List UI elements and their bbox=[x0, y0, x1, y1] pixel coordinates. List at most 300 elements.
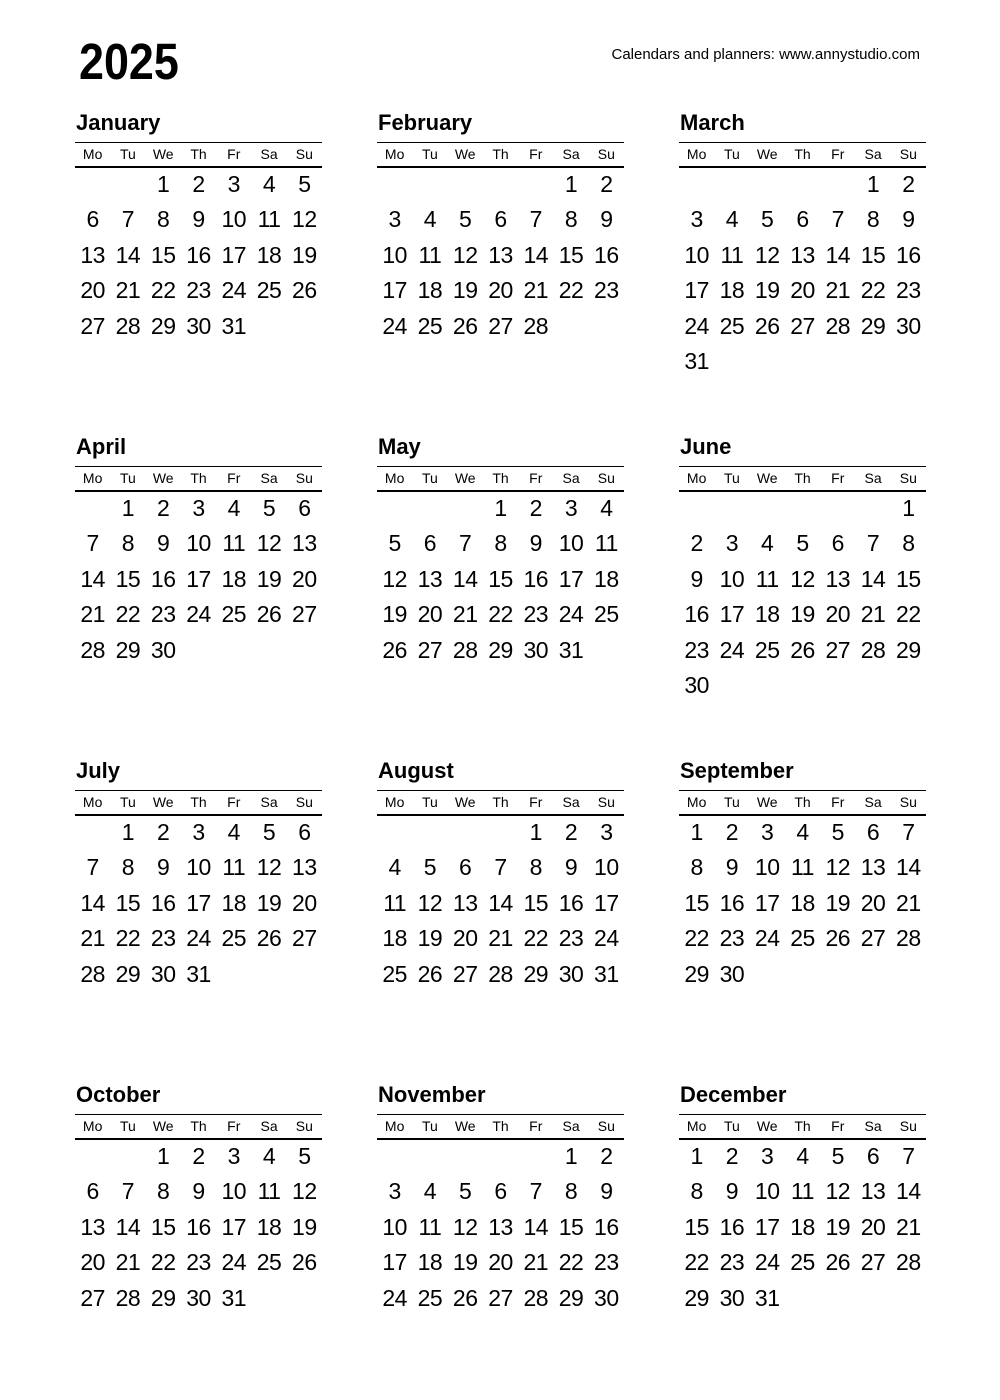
month-table bbox=[377, 790, 624, 992]
date-cell-empty bbox=[75, 167, 110, 203]
date-cell-empty bbox=[750, 344, 785, 380]
page-header bbox=[0, 0, 1000, 110]
date-cell: 23 bbox=[594, 277, 619, 304]
date-cell: 16 bbox=[186, 241, 211, 268]
date-cell: 22 bbox=[115, 925, 141, 952]
date-cell: 25 bbox=[417, 1284, 443, 1311]
day-header-mo: Mo bbox=[686, 146, 707, 163]
date-cell: 18 bbox=[790, 889, 815, 916]
date-cell: 23 bbox=[594, 1249, 619, 1276]
date-cell: 21 bbox=[523, 277, 549, 304]
day-header-th: Th bbox=[794, 470, 811, 487]
date-cell: 5 bbox=[796, 530, 809, 557]
date-cell: 23 bbox=[523, 601, 549, 628]
date-cell: 26 bbox=[825, 1249, 851, 1276]
week-row bbox=[377, 1139, 624, 1175]
date-cell: 20 bbox=[292, 565, 317, 592]
date-cell: 16 bbox=[150, 889, 176, 916]
date-cell: 5 bbox=[761, 206, 774, 233]
month-table bbox=[377, 466, 624, 668]
day-header-sa: Sa bbox=[864, 470, 882, 487]
date-cell: 6 bbox=[494, 1178, 507, 1205]
date-cell: 14 bbox=[896, 1178, 921, 1205]
date-cell: 25 bbox=[754, 636, 780, 663]
date-cell: 28 bbox=[80, 960, 105, 987]
date-cell: 21 bbox=[80, 601, 105, 628]
date-cell: 30 bbox=[719, 1284, 745, 1311]
month-title: May bbox=[378, 434, 421, 459]
week-row bbox=[377, 1174, 624, 1210]
day-header-fr: Fr bbox=[831, 470, 845, 487]
week-row bbox=[75, 1281, 322, 1317]
week-row bbox=[75, 238, 322, 274]
week-row bbox=[377, 1281, 624, 1317]
date-cell: 19 bbox=[417, 925, 443, 952]
month-table bbox=[679, 1114, 926, 1316]
day-header-sa: Sa bbox=[260, 794, 278, 811]
date-cell: 29 bbox=[150, 312, 176, 339]
date-cell: 6 bbox=[459, 854, 472, 881]
date-cell: 22 bbox=[896, 601, 921, 628]
date-cell-empty bbox=[75, 815, 110, 851]
date-cell-empty bbox=[251, 1281, 286, 1317]
day-header-tu: Tu bbox=[120, 794, 136, 811]
date-cell: 24 bbox=[594, 925, 619, 952]
date-cell: 7 bbox=[866, 530, 880, 557]
day-header-tu: Tu bbox=[724, 794, 740, 811]
date-cell: 8 bbox=[121, 854, 135, 881]
date-cell: 16 bbox=[684, 601, 709, 628]
date-cell: 23 bbox=[186, 277, 211, 304]
date-cell: 8 bbox=[690, 854, 703, 881]
date-cell: 9 bbox=[157, 854, 170, 881]
week-row bbox=[75, 633, 322, 669]
date-cell: 8 bbox=[121, 530, 135, 557]
date-cell: 14 bbox=[896, 854, 921, 881]
date-cell: 8 bbox=[690, 1178, 703, 1205]
week-row bbox=[679, 886, 926, 922]
date-cell: 15 bbox=[860, 241, 886, 268]
date-cell: 8 bbox=[564, 206, 578, 233]
date-cell: 9 bbox=[725, 854, 739, 881]
date-cell: 1 bbox=[121, 819, 135, 846]
date-cell: 9 bbox=[192, 206, 205, 233]
date-cell: 29 bbox=[115, 960, 141, 987]
day-header-mo: Mo bbox=[82, 1118, 103, 1135]
day-header-su: Su bbox=[597, 794, 615, 811]
date-cell: 12 bbox=[452, 241, 478, 268]
day-header-row bbox=[377, 791, 624, 815]
date-cell: 27 bbox=[452, 960, 478, 987]
date-cell-empty bbox=[785, 344, 820, 380]
date-cell-empty bbox=[785, 1281, 820, 1317]
date-cell: 30 bbox=[684, 672, 709, 699]
month-june bbox=[679, 434, 926, 758]
date-cell: 7 bbox=[529, 206, 542, 233]
week-row bbox=[679, 238, 926, 274]
date-cell-empty bbox=[553, 309, 588, 345]
date-cell: 17 bbox=[558, 565, 584, 592]
date-cell: 10 bbox=[186, 854, 211, 881]
date-cell: 4 bbox=[423, 1178, 437, 1205]
date-cell-empty bbox=[377, 491, 412, 527]
week-row bbox=[377, 886, 624, 922]
week-row bbox=[377, 850, 624, 886]
week-row bbox=[679, 344, 926, 380]
date-cell: 21 bbox=[80, 925, 105, 952]
date-cell: 3 bbox=[388, 1178, 401, 1205]
day-header-th: Th bbox=[794, 794, 811, 811]
month-title: November bbox=[378, 1082, 486, 1107]
date-cell: 10 bbox=[382, 241, 407, 268]
date-cell-empty bbox=[820, 957, 855, 993]
date-cell: 18 bbox=[417, 277, 443, 304]
day-header-su: Su bbox=[597, 146, 615, 163]
day-header-mo: Mo bbox=[384, 794, 405, 811]
date-cell: 21 bbox=[452, 601, 478, 628]
date-cell: 30 bbox=[896, 312, 921, 339]
date-cell: 24 bbox=[186, 601, 211, 628]
date-cell: 19 bbox=[754, 277, 780, 304]
date-cell: 28 bbox=[523, 1284, 549, 1311]
date-cell: 27 bbox=[860, 925, 886, 952]
date-cell-empty bbox=[891, 668, 926, 704]
date-cell-empty bbox=[855, 491, 890, 527]
date-cell: 20 bbox=[417, 601, 443, 628]
month-table bbox=[377, 1114, 624, 1316]
date-cell: 11 bbox=[418, 241, 442, 268]
date-cell: 25 bbox=[719, 312, 745, 339]
date-cell: 17 bbox=[186, 565, 211, 592]
week-row bbox=[75, 957, 322, 993]
date-cell-empty bbox=[891, 957, 926, 993]
date-cell-empty bbox=[750, 167, 785, 203]
day-header-su: Su bbox=[597, 1118, 615, 1135]
date-cell: 19 bbox=[452, 277, 478, 304]
date-cell: 6 bbox=[494, 206, 507, 233]
day-header-su: Su bbox=[899, 470, 917, 487]
day-header-tu: Tu bbox=[422, 470, 438, 487]
date-cell: 12 bbox=[256, 854, 282, 881]
week-row bbox=[75, 273, 322, 309]
date-cell: 29 bbox=[896, 636, 921, 663]
date-cell: 7 bbox=[459, 530, 472, 557]
week-row bbox=[679, 668, 926, 704]
date-cell-empty bbox=[820, 344, 855, 380]
date-cell-empty bbox=[855, 1281, 890, 1317]
date-cell-empty bbox=[714, 167, 749, 203]
date-cell: 6 bbox=[298, 819, 311, 846]
date-cell: 22 bbox=[860, 277, 886, 304]
date-cell: 21 bbox=[896, 1213, 921, 1240]
date-cell-empty bbox=[785, 957, 820, 993]
date-cell: 29 bbox=[860, 312, 886, 339]
date-cell-empty bbox=[714, 491, 749, 527]
date-cell: 30 bbox=[186, 312, 211, 339]
date-cell: 17 bbox=[186, 889, 211, 916]
week-row bbox=[377, 1245, 624, 1281]
date-cell: 8 bbox=[157, 1178, 170, 1205]
week-row bbox=[75, 202, 322, 238]
date-cell: 16 bbox=[594, 1213, 619, 1240]
date-cell-empty bbox=[483, 1139, 518, 1175]
date-cell: 25 bbox=[256, 1249, 282, 1276]
week-row bbox=[679, 1245, 926, 1281]
day-header-th: Th bbox=[492, 146, 509, 163]
date-cell: 4 bbox=[423, 206, 437, 233]
date-cell: 17 bbox=[221, 1213, 247, 1240]
date-cell: 20 bbox=[80, 277, 105, 304]
date-cell: 10 bbox=[754, 1178, 780, 1205]
date-cell: 1 bbox=[866, 171, 880, 198]
date-cell: 6 bbox=[831, 530, 844, 557]
date-cell: 9 bbox=[600, 206, 613, 233]
date-cell: 20 bbox=[860, 889, 886, 916]
date-cell: 6 bbox=[423, 530, 437, 557]
date-cell: 31 bbox=[221, 1284, 247, 1311]
date-cell: 21 bbox=[523, 1249, 549, 1276]
day-header-row bbox=[679, 143, 926, 167]
day-header-th: Th bbox=[492, 470, 509, 487]
day-header-mo: Mo bbox=[384, 470, 405, 487]
day-header-we: We bbox=[454, 146, 476, 163]
date-cell: 15 bbox=[896, 565, 921, 592]
day-header-su: Su bbox=[295, 794, 313, 811]
date-cell: 28 bbox=[80, 636, 105, 663]
date-cell: 28 bbox=[896, 1249, 921, 1276]
date-cell: 3 bbox=[227, 171, 240, 198]
day-header-th: Th bbox=[190, 146, 207, 163]
date-cell: 27 bbox=[292, 601, 317, 628]
date-cell: 19 bbox=[452, 1249, 478, 1276]
date-cell: 23 bbox=[719, 925, 745, 952]
day-header-th: Th bbox=[190, 1118, 207, 1135]
week-row bbox=[679, 202, 926, 238]
date-cell: 26 bbox=[452, 1284, 478, 1311]
date-cell: 5 bbox=[262, 495, 276, 522]
date-cell: 3 bbox=[388, 206, 401, 233]
date-cell-empty bbox=[181, 633, 216, 669]
day-header-mo: Mo bbox=[686, 794, 707, 811]
day-header-fr: Fr bbox=[227, 470, 241, 487]
day-header-fr: Fr bbox=[529, 1118, 543, 1135]
date-cell: 29 bbox=[523, 960, 549, 987]
week-row bbox=[75, 167, 322, 203]
date-cell: 23 bbox=[186, 1249, 211, 1276]
date-cell: 3 bbox=[600, 819, 613, 846]
date-cell: 14 bbox=[523, 241, 549, 268]
date-cell: 22 bbox=[488, 601, 513, 628]
date-cell: 16 bbox=[719, 1213, 745, 1240]
month-title: September bbox=[680, 758, 794, 783]
date-cell: 3 bbox=[227, 1143, 240, 1170]
date-cell: 7 bbox=[902, 1143, 915, 1170]
date-cell: 13 bbox=[80, 1213, 105, 1240]
month-title: January bbox=[76, 110, 161, 135]
date-cell: 22 bbox=[684, 925, 709, 952]
month-title: July bbox=[76, 758, 121, 783]
date-cell: 18 bbox=[417, 1249, 443, 1276]
date-cell: 20 bbox=[488, 277, 513, 304]
date-cell: 26 bbox=[754, 312, 780, 339]
day-header-su: Su bbox=[597, 470, 615, 487]
date-cell: 20 bbox=[860, 1213, 886, 1240]
month-october bbox=[75, 1082, 322, 1400]
date-cell: 13 bbox=[488, 1213, 513, 1240]
day-header-th: Th bbox=[492, 1118, 509, 1135]
day-header-row bbox=[75, 467, 322, 491]
date-cell: 2 bbox=[564, 819, 578, 846]
week-row bbox=[75, 1245, 322, 1281]
date-cell: 18 bbox=[382, 925, 407, 952]
week-row bbox=[377, 491, 624, 527]
date-cell: 30 bbox=[594, 1284, 619, 1311]
date-cell: 7 bbox=[902, 819, 915, 846]
date-cell: 8 bbox=[494, 530, 507, 557]
day-header-fr: Fr bbox=[529, 146, 543, 163]
month-title: June bbox=[680, 434, 732, 459]
week-row bbox=[377, 273, 624, 309]
date-cell: 21 bbox=[115, 277, 141, 304]
date-cell-empty bbox=[589, 309, 624, 345]
date-cell-empty bbox=[75, 1139, 110, 1175]
date-cell-empty bbox=[448, 815, 483, 851]
date-cell: 13 bbox=[488, 241, 513, 268]
date-cell: 7 bbox=[86, 854, 99, 881]
date-cell: 2 bbox=[157, 495, 170, 522]
date-cell: 9 bbox=[600, 1178, 613, 1205]
date-cell: 13 bbox=[292, 530, 317, 557]
week-row bbox=[679, 526, 926, 562]
day-header-tu: Tu bbox=[120, 1118, 136, 1135]
date-cell-empty bbox=[785, 491, 820, 527]
week-row bbox=[377, 1210, 624, 1246]
date-cell: 3 bbox=[192, 495, 205, 522]
date-cell: 2 bbox=[529, 495, 542, 522]
day-header-th: Th bbox=[794, 146, 811, 163]
date-cell: 11 bbox=[257, 206, 281, 233]
day-header-sa: Sa bbox=[864, 1118, 882, 1135]
date-cell: 15 bbox=[523, 889, 549, 916]
day-header-row bbox=[679, 1115, 926, 1139]
date-cell: 6 bbox=[298, 495, 311, 522]
date-cell: 19 bbox=[825, 889, 851, 916]
month-table bbox=[75, 466, 322, 668]
date-cell: 5 bbox=[262, 819, 276, 846]
day-header-fr: Fr bbox=[227, 1118, 241, 1135]
date-cell: 23 bbox=[719, 1249, 745, 1276]
week-row bbox=[679, 1174, 926, 1210]
date-cell-empty bbox=[785, 668, 820, 704]
date-cell: 27 bbox=[488, 312, 513, 339]
date-cell: 22 bbox=[684, 1249, 709, 1276]
day-header-fr: Fr bbox=[529, 470, 543, 487]
week-row bbox=[75, 815, 322, 851]
date-cell: 4 bbox=[262, 1143, 276, 1170]
week-row bbox=[679, 273, 926, 309]
date-cell: 16 bbox=[150, 565, 176, 592]
day-header-sa: Sa bbox=[562, 794, 580, 811]
date-cell: 17 bbox=[382, 1249, 407, 1276]
date-cell: 13 bbox=[860, 854, 886, 881]
date-cell: 15 bbox=[558, 1213, 584, 1240]
date-cell: 1 bbox=[121, 495, 135, 522]
month-table bbox=[377, 142, 624, 344]
date-cell: 31 bbox=[594, 960, 619, 987]
date-cell: 5 bbox=[388, 530, 401, 557]
date-cell: 29 bbox=[488, 636, 513, 663]
date-cell: 19 bbox=[256, 565, 282, 592]
day-header-su: Su bbox=[295, 1118, 313, 1135]
date-cell-empty bbox=[750, 957, 785, 993]
day-header-sa: Sa bbox=[864, 794, 882, 811]
day-header-tu: Tu bbox=[120, 470, 136, 487]
date-cell: 31 bbox=[684, 348, 709, 375]
month-september bbox=[679, 758, 926, 1082]
date-cell: 4 bbox=[600, 495, 613, 522]
date-cell: 11 bbox=[222, 854, 246, 881]
day-header-sa: Sa bbox=[562, 1118, 580, 1135]
date-cell: 17 bbox=[719, 601, 745, 628]
day-header-fr: Fr bbox=[227, 146, 241, 163]
date-cell: 16 bbox=[896, 241, 921, 268]
date-cell: 25 bbox=[256, 277, 282, 304]
week-row bbox=[377, 633, 624, 669]
date-cell: 15 bbox=[115, 889, 141, 916]
date-cell: 3 bbox=[725, 530, 739, 557]
date-cell: 27 bbox=[80, 1284, 105, 1311]
week-row bbox=[75, 1210, 322, 1246]
date-cell: 11 bbox=[594, 530, 618, 557]
day-header-we: We bbox=[152, 1118, 174, 1135]
week-row bbox=[679, 957, 926, 993]
date-cell: 16 bbox=[186, 1213, 211, 1240]
date-cell: 17 bbox=[754, 1213, 780, 1240]
date-cell: 1 bbox=[529, 819, 542, 846]
date-cell: 11 bbox=[791, 854, 814, 881]
date-cell: 30 bbox=[150, 960, 176, 987]
month-title: March bbox=[680, 110, 745, 135]
date-cell-empty bbox=[714, 344, 749, 380]
day-header-sa: Sa bbox=[260, 1118, 278, 1135]
day-header-tu: Tu bbox=[724, 1118, 740, 1135]
date-cell-empty bbox=[820, 167, 855, 203]
week-row bbox=[75, 1174, 322, 1210]
date-cell-empty bbox=[377, 167, 412, 203]
date-cell: 24 bbox=[754, 1249, 780, 1276]
date-cell: 4 bbox=[227, 495, 240, 522]
date-cell: 12 bbox=[754, 241, 780, 268]
date-cell: 23 bbox=[150, 601, 176, 628]
date-cell-empty bbox=[518, 1139, 553, 1175]
date-cell: 2 bbox=[725, 1143, 739, 1170]
date-cell: 24 bbox=[221, 1249, 247, 1276]
date-cell-empty bbox=[251, 957, 286, 993]
day-header-we: We bbox=[756, 470, 778, 487]
week-row bbox=[679, 167, 926, 203]
date-cell: 11 bbox=[418, 1213, 442, 1240]
day-header-th: Th bbox=[492, 794, 509, 811]
month-table bbox=[75, 790, 322, 992]
date-cell-empty bbox=[287, 957, 322, 993]
date-cell: 2 bbox=[690, 530, 703, 557]
date-cell: 29 bbox=[558, 1284, 584, 1311]
date-cell: 10 bbox=[684, 241, 709, 268]
date-cell: 18 bbox=[256, 1213, 282, 1240]
date-cell: 14 bbox=[488, 889, 513, 916]
date-cell: 13 bbox=[292, 854, 317, 881]
day-header-tu: Tu bbox=[724, 146, 740, 163]
